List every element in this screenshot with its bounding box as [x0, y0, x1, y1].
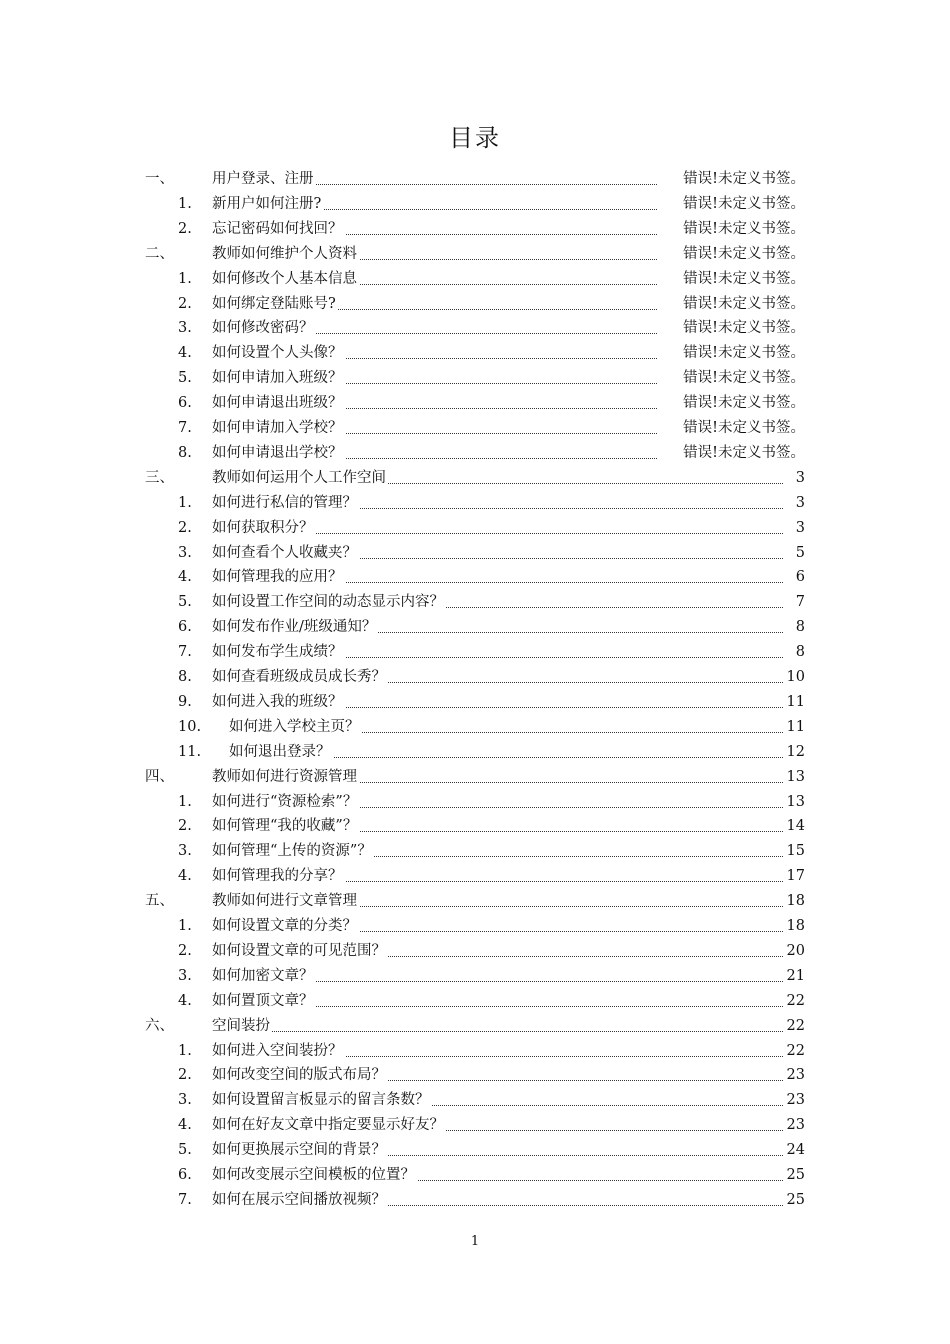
toc-entry-page: 17: [785, 864, 805, 889]
toc-entry[interactable]: [0, 665, 950, 690]
toc-entry[interactable]: [0, 192, 950, 217]
toc-entry-number: 六、: [145, 1017, 174, 1034]
toc-entry[interactable]: [0, 466, 950, 491]
toc-entry-page: 14: [785, 814, 805, 839]
toc-entry[interactable]: [0, 366, 950, 391]
toc-entry-title: 如何申请加入班级？: [212, 366, 345, 391]
toc-entry-title: 如何在好友文章中指定要显示好友？: [212, 1113, 446, 1138]
toc-entry-title: 如何设置留言板显示的留言条数？: [212, 1088, 432, 1113]
toc-entry-title: 如何申请退出学校？: [212, 441, 345, 466]
toc-entry[interactable]: [0, 864, 950, 889]
toc-entry-page: 13: [785, 765, 805, 790]
toc-entry-page: 15: [785, 839, 805, 864]
toc-entry-title: 如何查看班级成员成长秀？: [212, 665, 388, 690]
toc-entry-page: 18: [785, 889, 805, 914]
toc-entry-page: 22: [785, 1014, 805, 1039]
toc-entry-title: 如何发布学生成绩？: [212, 640, 345, 665]
toc-entry-number: 2.: [178, 942, 192, 959]
toc-entry-title: 如何设置工作空间的动态显示内容？: [212, 590, 446, 615]
toc-entry-number: 7.: [178, 420, 192, 436]
toc-entry[interactable]: [0, 1063, 950, 1088]
toc-entry-number: 五、: [145, 893, 174, 910]
toc-entry-page: 11: [785, 690, 805, 715]
toc-entry-title: 如何进入空间装扮？: [212, 1039, 345, 1064]
toc-entry[interactable]: [0, 167, 950, 192]
toc-entry-number: 6.: [178, 1167, 192, 1183]
toc-entry-number: 6.: [178, 619, 192, 636]
toc-entry[interactable]: [0, 590, 950, 615]
toc-entry[interactable]: [0, 814, 950, 839]
toc-entry-number: 5.: [178, 370, 192, 387]
toc-entry-number: 10.: [178, 718, 202, 735]
toc-entry-number: 2.: [178, 519, 192, 536]
toc-entry-title: 如何管理“上传的资源”？: [212, 839, 374, 864]
toc-entry-title: 如何申请加入学校？: [212, 416, 345, 441]
toc-entry-title: 如何置顶文章？: [212, 989, 316, 1014]
toc-entry-number: 4.: [178, 569, 192, 586]
toc-entry-page: 错误!未定义书签。: [681, 391, 805, 416]
toc-entry-number: 7.: [178, 1191, 192, 1208]
toc-entry-number: 8.: [178, 669, 192, 685]
toc-entry-number: 2.: [178, 220, 192, 237]
toc-entry[interactable]: [0, 1088, 950, 1113]
toc-entry-number: 1.: [178, 494, 192, 511]
toc-entry[interactable]: [0, 1014, 950, 1039]
toc-entry-number: 2.: [178, 295, 192, 312]
toc-entry[interactable]: [0, 790, 950, 815]
toc-entry[interactable]: [0, 391, 950, 416]
toc-entry-number: 1.: [178, 195, 192, 212]
toc-entry[interactable]: [0, 964, 950, 989]
toc-entry[interactable]: [0, 1188, 950, 1213]
toc-entry[interactable]: [0, 565, 950, 590]
toc-entry-title: 忘记密码如何找回？: [212, 217, 345, 242]
toc-entry[interactable]: [0, 615, 950, 640]
toc-entry-title: 如何设置个人头像？: [212, 341, 345, 366]
toc-entry-title: 如何进入我的班级？: [212, 690, 345, 715]
toc-entry[interactable]: [0, 491, 950, 516]
toc-entry-page: 错误!未定义书签。: [681, 366, 805, 391]
toc-entry-page: 21: [785, 964, 805, 989]
toc-entry-title: 如何申请退出班级？: [212, 391, 345, 416]
toc-entry-title: 如何进入学校主页？: [229, 715, 362, 740]
toc-entry-page: 22: [785, 1039, 805, 1064]
toc-entry[interactable]: [0, 316, 950, 341]
toc-entry[interactable]: [0, 939, 950, 964]
toc-entry[interactable]: [0, 715, 950, 740]
toc-entry-title: 如何进行“资源检索”？: [212, 790, 359, 815]
toc-entry-number: 2.: [178, 1067, 192, 1084]
toc-entry-page: 8: [794, 615, 805, 640]
toc-dot-leader: [212, 1014, 783, 1039]
toc-entry-number: 4.: [178, 345, 192, 362]
page-title: 目录: [449, 124, 501, 152]
toc-entry-title: 教师如何进行文章管理: [212, 889, 359, 914]
toc-entry-title: 如何加密文章？: [212, 964, 316, 989]
toc-entry-page: 错误!未定义书签。: [681, 341, 805, 366]
toc-entry-page: 23: [785, 1063, 805, 1088]
page-number: 1: [470, 1234, 480, 1249]
toc-entry-page: 错误!未定义书签。: [681, 441, 805, 466]
toc-entry-title: 新用户如何注册?: [212, 192, 323, 217]
toc-entry-title: 如何退出登录？: [229, 740, 333, 765]
toc-entry-number: 6.: [178, 395, 192, 412]
toc-entry-title: 如何修改密码？: [212, 316, 316, 341]
toc-entry-title: 如何设置文章的分类？: [212, 914, 359, 939]
toc-entry[interactable]: [0, 914, 950, 939]
toc-entry-number: 1.: [178, 270, 192, 287]
toc-entry-page: 错误!未定义书签。: [681, 267, 805, 292]
toc-entry[interactable]: [0, 1039, 950, 1064]
toc-entry[interactable]: [0, 516, 950, 541]
toc-entry-page: 错误!未定义书签。: [681, 242, 805, 267]
toc-entry-page: 错误!未定义书签。: [681, 292, 805, 317]
toc-entry-number: 5.: [178, 1142, 192, 1159]
toc-entry-number: 3.: [178, 320, 192, 337]
toc-entry[interactable]: [0, 640, 950, 665]
toc-entry[interactable]: [0, 839, 950, 864]
toc-entry-number: 1.: [178, 918, 192, 934]
toc-entry-number: 4.: [178, 1117, 192, 1134]
toc-entry-number: 9.: [178, 693, 192, 710]
toc-entry[interactable]: [0, 765, 950, 790]
toc-entry-title: 如何改变空间的版式布局？: [212, 1063, 388, 1088]
toc-entry-title: 如何管理我的分享？: [212, 864, 345, 889]
toc-entry-number: 一、: [145, 171, 174, 187]
toc-entry-number: 二、: [145, 245, 174, 262]
toc-entry-number: 8.: [178, 444, 192, 461]
toc-entry-page: 20: [785, 939, 805, 964]
toc-entry-number: 3.: [178, 967, 192, 984]
toc-entry-page: 5: [794, 541, 805, 566]
toc-entry-page: 3: [794, 516, 805, 541]
toc-entry-title: 如何更换展示空间的背景？: [212, 1138, 388, 1163]
toc-entry[interactable]: [0, 690, 950, 715]
toc-entry-page: 3: [794, 491, 805, 516]
toc-entry-title: 如何管理“我的收藏”？: [212, 814, 359, 839]
toc-entry-title: 如何进行私信的管理？: [212, 491, 359, 516]
toc-entry-number: 5.: [178, 594, 192, 611]
toc-entry[interactable]: [0, 341, 950, 366]
toc-entry-number: 1.: [178, 793, 192, 810]
toc-entry-number: 四、: [145, 768, 174, 785]
toc-entry[interactable]: [0, 1163, 950, 1188]
toc-entry-number: 2.: [178, 818, 192, 835]
toc-entry[interactable]: [0, 889, 950, 914]
toc-entry-title: 如何设置文章的可见范围？: [212, 939, 388, 964]
toc-entry-page: 3: [794, 466, 805, 491]
toc-entry[interactable]: [0, 292, 950, 317]
toc-entry-page: 23: [785, 1113, 805, 1138]
toc-entry-page: 7: [794, 590, 805, 615]
toc-entry-page: 错误!未定义书签。: [681, 416, 805, 441]
toc-entry[interactable]: [0, 1113, 950, 1138]
toc-entry-page: 错误!未定义书签。: [681, 316, 805, 341]
toc-entry[interactable]: [0, 242, 950, 267]
toc-entry-title: 如何管理我的应用？: [212, 565, 345, 590]
toc-entry-title: 教师如何运用个人工作空间: [212, 466, 388, 491]
toc-entry-page: 11: [785, 715, 805, 740]
toc-entry-number: 3.: [178, 843, 192, 860]
toc-entry-title: 如何改变展示空间模板的位置？: [212, 1163, 417, 1188]
toc-entry-title: 用户登录、注册: [212, 167, 316, 192]
toc-entry-page: 25: [785, 1163, 805, 1188]
toc-entry-title: 教师如何进行资源管理: [212, 765, 359, 790]
toc-entry-page: 错误!未定义书签。: [681, 167, 805, 192]
toc-entry-page: 错误!未定义书签。: [681, 217, 805, 242]
toc-entry-title: 空间装扮: [212, 1014, 272, 1039]
toc-entry-title: 如何发布作业/班级通知？: [212, 615, 378, 640]
toc-entry-title: 如何修改个人基本信息: [212, 267, 359, 292]
toc-entry[interactable]: [0, 416, 950, 441]
toc-entry-number: 三、: [145, 469, 174, 486]
toc-entry[interactable]: [0, 217, 950, 242]
toc-entry-page: 25: [785, 1188, 805, 1213]
toc-entry-title: 如何获取积分？: [212, 516, 316, 541]
toc-entry-page: 13: [785, 790, 805, 815]
toc-entry-number: 3.: [178, 1092, 192, 1109]
toc-entry-page: 8: [794, 640, 805, 665]
toc-entry[interactable]: [0, 989, 950, 1014]
toc-entry-title: 如何查看个人收藏夹？: [212, 541, 359, 566]
toc-entry-number: 3.: [178, 544, 192, 561]
toc-entry[interactable]: [0, 740, 950, 765]
toc-entry-page: 12: [785, 740, 805, 765]
toc-entry-title: 教师如何维护个人资料: [212, 242, 359, 267]
toc-entry[interactable]: [0, 441, 950, 466]
toc-entry-title: 如何绑定登陆账号?: [212, 292, 338, 317]
toc-entry-number: 4.: [178, 992, 192, 1009]
toc-entry-number: 7.: [178, 644, 192, 661]
toc-entry-page: 24: [785, 1138, 805, 1163]
toc-entry-page: 22: [785, 989, 805, 1014]
toc-entry-page: 18: [785, 914, 805, 939]
toc-entry-page: 错误!未定义书签。: [681, 192, 805, 217]
toc-entry-number: 1.: [178, 1042, 192, 1059]
toc-entry[interactable]: [0, 541, 950, 566]
toc-entry[interactable]: [0, 1138, 950, 1163]
toc-entry-number: 4.: [178, 868, 192, 885]
toc-entry-page: 10: [785, 665, 805, 690]
toc-entry-page: 6: [794, 565, 805, 590]
toc-entry-number: 11.: [178, 743, 202, 760]
toc-entry-title: 如何在展示空间播放视频？: [212, 1188, 388, 1213]
toc-entry-page: 23: [785, 1088, 805, 1113]
toc-entry[interactable]: [0, 267, 950, 292]
